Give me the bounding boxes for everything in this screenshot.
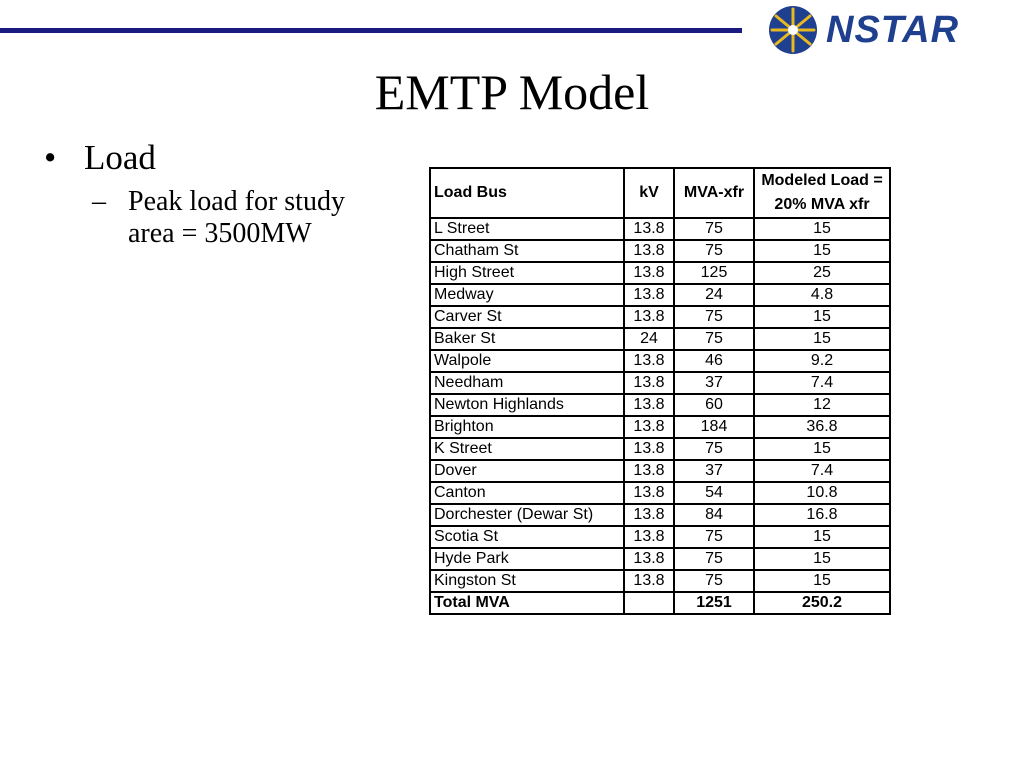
table-total-row xyxy=(430,592,890,614)
cell-mva-xfr: 60 xyxy=(674,394,754,416)
cell-mva-xfr: 75 xyxy=(674,548,754,570)
cell-load-bus: Dorchester (Dewar St) xyxy=(430,504,624,526)
nstar-logo xyxy=(766,4,1014,56)
total-cell-load-bus: Total MVA xyxy=(430,592,624,614)
table-row xyxy=(430,262,890,284)
cell-kv: 13.8 xyxy=(624,570,674,592)
cell-kv: 13.8 xyxy=(624,460,674,482)
cell-load-bus: Carver St xyxy=(430,306,624,328)
sub-bullet-item xyxy=(92,186,392,250)
table-row xyxy=(430,218,890,240)
cell-mva-xfr: 75 xyxy=(674,328,754,350)
cell-modeled-load: 15 xyxy=(754,328,890,350)
header-mva-xfr: MVA-xfr xyxy=(674,168,754,218)
table-row xyxy=(430,438,890,460)
slide-title: EMTP Model xyxy=(374,64,650,120)
cell-kv: 13.8 xyxy=(624,438,674,460)
table-row xyxy=(430,240,890,262)
cell-modeled-load: 7.4 xyxy=(754,460,890,482)
cell-mva-xfr: 75 xyxy=(674,240,754,262)
bullet-item xyxy=(44,136,156,180)
cell-kv: 13.8 xyxy=(624,350,674,372)
table-row xyxy=(430,416,890,438)
cell-kv: 13.8 xyxy=(624,372,674,394)
table-row xyxy=(430,306,890,328)
table-row xyxy=(430,526,890,548)
cell-mva-xfr: 75 xyxy=(674,526,754,548)
cell-modeled-load: 15 xyxy=(754,438,890,460)
cell-mva-xfr: 75 xyxy=(674,438,754,460)
sub-bullet-dash: – xyxy=(92,186,106,217)
cell-mva-xfr: 84 xyxy=(674,504,754,526)
cell-kv: 24 xyxy=(624,328,674,350)
table-row xyxy=(430,328,890,350)
cell-kv: 13.8 xyxy=(624,504,674,526)
cell-modeled-load: 15 xyxy=(754,218,890,240)
cell-mva-xfr: 184 xyxy=(674,416,754,438)
cell-mva-xfr: 75 xyxy=(674,306,754,328)
cell-modeled-load: 12 xyxy=(754,394,890,416)
table-row xyxy=(430,570,890,592)
cell-mva-xfr: 75 xyxy=(674,218,754,240)
cell-kv: 13.8 xyxy=(624,394,674,416)
table-row xyxy=(430,394,890,416)
cell-modeled-load: 7.4 xyxy=(754,372,890,394)
table-header-row xyxy=(430,168,890,218)
cell-modeled-load: 15 xyxy=(754,570,890,592)
cell-kv: 13.8 xyxy=(624,218,674,240)
header-modeled-load: Modeled Load = 20% MVA xfr xyxy=(754,168,890,218)
cell-kv: 13.8 xyxy=(624,548,674,570)
cell-modeled-load: 10.8 xyxy=(754,482,890,504)
cell-load-bus: Needham xyxy=(430,372,624,394)
header-kv: kV xyxy=(624,168,674,218)
cell-mva-xfr: 46 xyxy=(674,350,754,372)
total-cell-kv xyxy=(624,592,674,614)
star-burst-icon xyxy=(766,4,822,56)
cell-mva-xfr: 75 xyxy=(674,570,754,592)
logo-wordmark: NSTAR xyxy=(826,9,960,51)
cell-modeled-load: 15 xyxy=(754,306,890,328)
cell-kv: 13.8 xyxy=(624,416,674,438)
cell-modeled-load: 16.8 xyxy=(754,504,890,526)
cell-load-bus: Kingston St xyxy=(430,570,624,592)
cell-load-bus: Canton xyxy=(430,482,624,504)
cell-modeled-load: 25 xyxy=(754,262,890,284)
cell-load-bus: Hyde Park xyxy=(430,548,624,570)
cell-mva-xfr: 37 xyxy=(674,372,754,394)
cell-load-bus: L Street xyxy=(430,218,624,240)
table-row xyxy=(430,284,890,306)
bullet-text: Load xyxy=(84,138,156,177)
cell-kv: 13.8 xyxy=(624,284,674,306)
cell-mva-xfr: 54 xyxy=(674,482,754,504)
table-row xyxy=(430,548,890,570)
header-load-bus: Load Bus xyxy=(430,168,624,218)
bullet-dot: • xyxy=(44,138,57,177)
cell-modeled-load: 4.8 xyxy=(754,284,890,306)
total-cell-modeled-load: 250.2 xyxy=(754,592,890,614)
table-row xyxy=(430,350,890,372)
sub-bullet-text: Peak load for study area = 3500MW xyxy=(128,186,345,249)
cell-load-bus: Brighton xyxy=(430,416,624,438)
table-row xyxy=(430,460,890,482)
cell-kv: 13.8 xyxy=(624,306,674,328)
cell-modeled-load: 9.2 xyxy=(754,350,890,372)
cell-load-bus: Baker St xyxy=(430,328,624,350)
cell-modeled-load: 36.8 xyxy=(754,416,890,438)
cell-kv: 13.8 xyxy=(624,262,674,284)
header-rule xyxy=(0,28,742,33)
table-row xyxy=(430,372,890,394)
cell-modeled-load: 15 xyxy=(754,240,890,262)
cell-load-bus: Newton Highlands xyxy=(430,394,624,416)
cell-modeled-load: 15 xyxy=(754,548,890,570)
cell-load-bus: K Street xyxy=(430,438,624,460)
load-table xyxy=(429,167,891,615)
table-row xyxy=(430,482,890,504)
cell-load-bus: Chatham St xyxy=(430,240,624,262)
cell-mva-xfr: 24 xyxy=(674,284,754,306)
cell-load-bus: High Street xyxy=(430,262,624,284)
cell-kv: 13.8 xyxy=(624,526,674,548)
cell-load-bus: Medway xyxy=(430,284,624,306)
table-row xyxy=(430,504,890,526)
cell-kv: 13.8 xyxy=(624,482,674,504)
cell-load-bus: Scotia St xyxy=(430,526,624,548)
cell-load-bus: Walpole xyxy=(430,350,624,372)
cell-mva-xfr: 125 xyxy=(674,262,754,284)
cell-load-bus: Dover xyxy=(430,460,624,482)
cell-mva-xfr: 37 xyxy=(674,460,754,482)
total-cell-mva-xfr: 1251 xyxy=(674,592,754,614)
cell-kv: 13.8 xyxy=(624,240,674,262)
cell-modeled-load: 15 xyxy=(754,526,890,548)
